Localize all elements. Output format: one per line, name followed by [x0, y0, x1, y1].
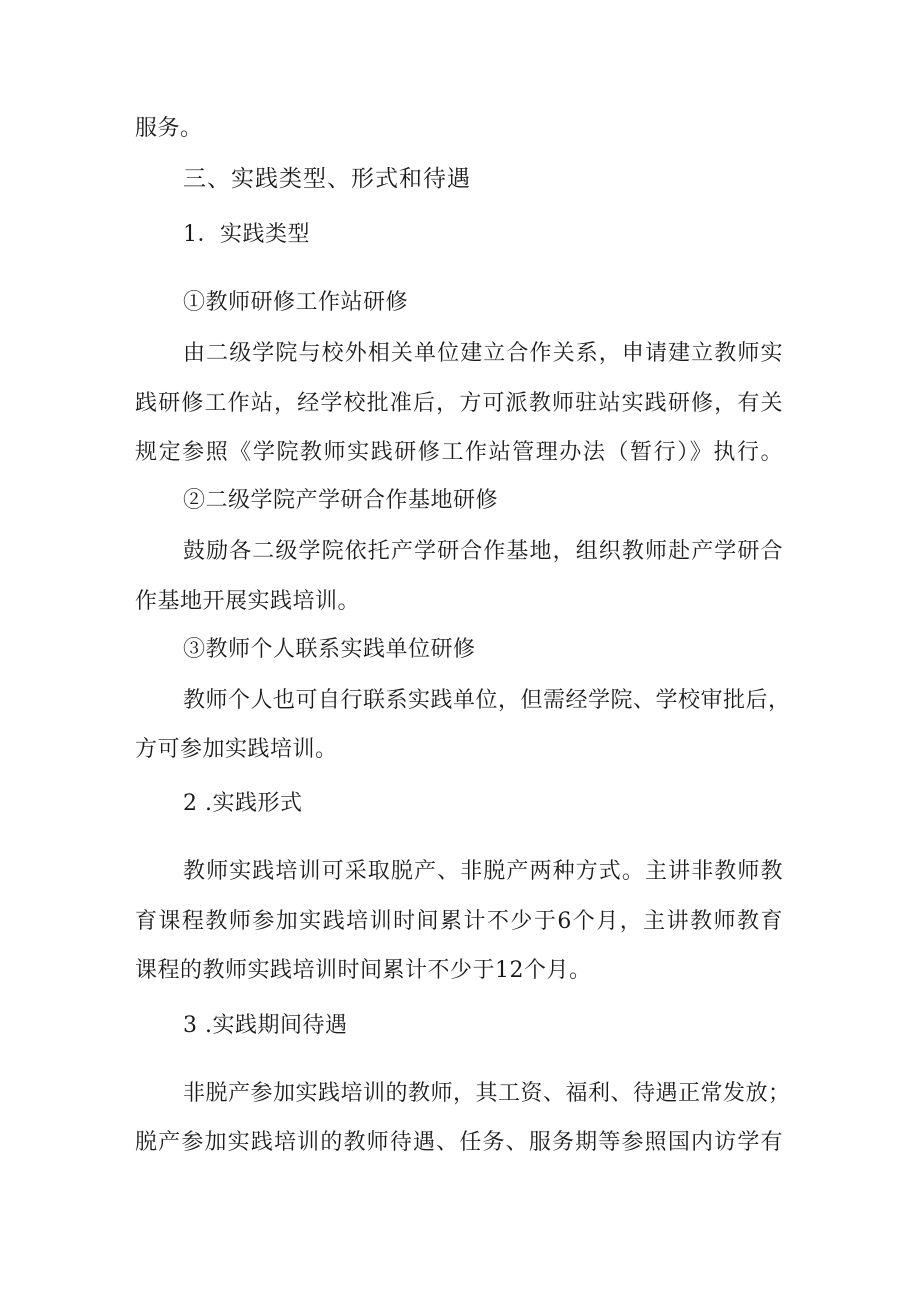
paragraph-line: 教师实践培训可采取脱产、非脱产两种方式。主讲非教师教: [183, 859, 783, 884]
paragraph-line: 课程的教师实践培训时间累计不少于12个月。: [135, 958, 592, 983]
subsection-heading-practice-types: 1．实践类型: [183, 222, 310, 247]
section-heading: 三、实践类型、形式和待遇: [183, 166, 471, 192]
paragraph-line: 践研修工作站，经学校批准后，方可派教师驻站实践研修，有关: [135, 391, 783, 416]
paragraph-tail-line: 服务。: [135, 116, 203, 141]
item-heading-1: ①教师研修工作站研修: [183, 290, 409, 315]
paragraph-line: 作基地开展实践培训。: [135, 589, 361, 614]
paragraph-line: 脱产参加实践培训的教师待遇、任务、服务期等参照国内访学有: [135, 1130, 783, 1155]
paragraph-line: 非脱产参加实践培训的教师，其工资、福利、待遇正常发放；: [183, 1081, 791, 1106]
paragraph-line: 育课程教师参加实践培训时间累计不少于6个月，主讲教师教育: [135, 909, 783, 934]
paragraph-line: 方可参加实践培训。: [135, 737, 338, 762]
paragraph-line: 教师个人也可自行联系实践单位，但需经学院、学校审批后，: [183, 688, 791, 713]
paragraph-line: 鼓励各二级学院依托产学研合作基地，组织教师赴产学研合: [183, 539, 783, 564]
subsection-heading-practice-forms: 2 .实践形式: [183, 791, 303, 816]
paragraph-line: 规定参照《学院教师实践研修工作站管理办法（暂行）》执行。: [135, 440, 783, 465]
item-heading-2: ②二级学院产学研合作基地研修: [183, 488, 499, 513]
subsection-heading-practice-benefits: 3 .实践期间待遇: [183, 1013, 348, 1038]
item-heading-3: ③教师个人联系实践单位研修: [183, 637, 476, 662]
paragraph-line: 由二级学院与校外相关单位建立合作关系，申请建立教师实: [183, 341, 783, 366]
